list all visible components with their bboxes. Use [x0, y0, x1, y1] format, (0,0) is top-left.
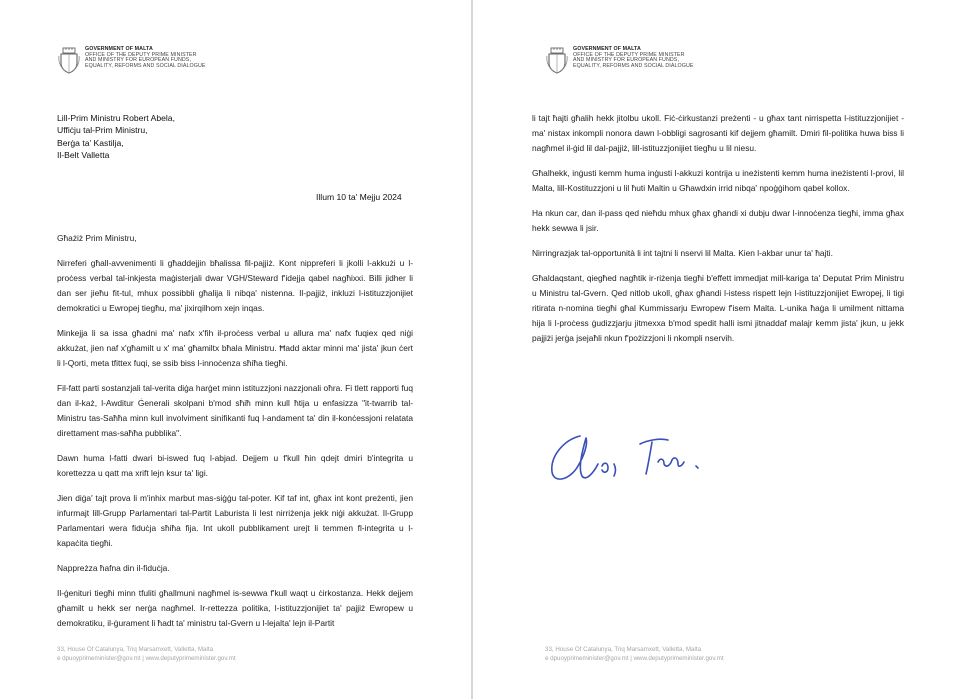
- paragraph: Nirringrazjak tal-opportunità li int tajtni li nservi lil Malta. Kien l-akbar unur ta' ħajti.: [532, 248, 833, 258]
- org-line-3: AND MINISTRY FOR EUROPEAN FUNDS,: [573, 57, 680, 64]
- paragraph: Il-ġenituri tiegħi minn tfuliti għallmuni nagħmel is-sewwa f'kull waqt u ċirkostanza. Hekk dejjem għamilt u hekk ser nerġa nagħmel. Ir-rettezza politika, l-istituzzjonijiet ta' pajjiż Ewropew u demokratiku, il-ġurament li ħadt ta' ministru tal-Gvern u l-lejalta' lejn il-Partit: [57, 588, 413, 628]
- org-name: GOVERNMENT OF MALTA: [85, 46, 153, 52]
- paragraph: Nirreferi għall-avvenimenti li għaddejjin bħalissa fil-pajjiż. Kont nippreferi li jkolli l-akkużi u l-proċess verbal tal-inkjesta maġisterjali dwar VGH/Steward f'idejja qabel nagħixxi. Billi jidher li dan ser jieħu fit-tul, mhux possibbli għalija li nibqa' nistenna. Il-pajjiż, inkluzi l-istituzzjonijiet demokratici u Ewropej tiegħu, ma' jixirqilhom xejn inqas.: [57, 258, 413, 313]
- recipient-address: [57, 112, 175, 162]
- footer-contact: e dpuoyprimeminister@gov.mt | www.deputyprimeminister.gov.mt: [57, 654, 236, 662]
- recipient-line-1: Lill-Prim Ministru Robert Abela,: [57, 113, 175, 123]
- coat-of-arms-icon: [546, 47, 568, 74]
- recipient-line-2: Uffiċju tal-Prim Ministru,: [57, 125, 148, 136]
- footer-address: 33, House Of Catalunya, Triq Marsamxett, Valletta, Malta: [545, 646, 702, 653]
- coat-of-arms-icon: [58, 47, 80, 74]
- letter-page-2: [474, 0, 959, 699]
- org-line-4: EQUALITY, REFORMS AND SOCIAL DIALOGUE: [573, 62, 694, 69]
- letterhead: [58, 47, 206, 74]
- paragraph: Għalhekk, inġusti kemm huma inġusti l-akkuzi kontrija u ineżistenti kemm huma ineżistenti l-provi, lil Malta, lill-Kostituzzjoni u lil ħuti Maltin u Għawdxin irrid nibqa' npoġġihom qabel kollox.: [532, 168, 904, 193]
- recipient-line-4: Il-Belt Valletta: [57, 150, 110, 161]
- letter-body-page-1: [57, 231, 413, 641]
- letter-date: Illum 10 ta' Mejju 2024: [316, 192, 402, 202]
- paragraph: Jien diġa' tajt prova li m'inhix marbut mas-siġġu tal-poter. Kif taf int, għax int kont preżenti, jien infurmajt lill-Grupp Parlamentari tal-Partit Laburista li lest nirriżenja jekk niġi akkużat. Il-Grupp Parlamentari wera fiduċja sħiħa fija. Int ukoll pubblikament urejt li temmen fl-integrita u l-kapaċita tiegħi.: [57, 493, 413, 548]
- paragraph: li tajt ħajti għalih hekk jitolbu ukoll. Fiċ-ċirkustanzi preżenti - u għax tant nirrispetta l-istituzzjonijiet - ma' nistax inkompli nonora dawn l-obbligi sagrosanti kif dejjem għamilt. Dmiri fil-politika huwa biss li nagħmel il-ġid lil dal-pajjiż, lill-istituzzjonijiet tiegħu u lil niesu.: [532, 113, 904, 153]
- letter-footer: [545, 646, 724, 663]
- page-divider: [471, 0, 473, 699]
- paragraph: Nappreżza ħafna din il-fiduċja.: [57, 563, 170, 573]
- paragraph: Ha nkun car, dan il-pass qed nieħdu mhux għax għandi xi dubju dwar l-innoċenza tiegħi, imma għax hekk sewwa li jsir.: [532, 208, 904, 233]
- letterhead: [546, 47, 694, 74]
- letter-footer: [57, 646, 236, 663]
- letter-page-1: [0, 0, 470, 699]
- recipient-line-3: Berġa ta' Kastilja,: [57, 137, 124, 148]
- org-line-3: AND MINISTRY FOR EUROPEAN FUNDS,: [85, 57, 192, 64]
- paragraph: Għaldaqstant, qiegħed nagħtik ir-riżenja tiegħi b'effett immedjat mill-kariga ta' Deputat Prim Ministru u Ministru tal-Gvern. Qed nitlob ukoll, għax għandi l-istess rispett lejn l-istituzzjonijiet Ewropej, li tigi ritirata n-nomina tiegħi għal Kummissarju Ewropew f'isem Malta. L-unika ħaġa li umilment nittama hija li l-proċess ġudizzjarju jitmexxa b'mod spedit halli ismi jitnaddaf malajr kemm jista' jkun, u jekk pajjiżi jerġa jsejaħli nkun f'pożizzjoni li nkompli nservih.: [532, 273, 904, 343]
- footer-address: 33, House Of Catalunya, Triq Marsamxett, Valletta, Malta: [57, 646, 214, 653]
- org-name: GOVERNMENT OF MALTA: [573, 46, 641, 52]
- salutation: Għażiż Prim Ministru,: [57, 233, 137, 243]
- org-line-2: OFFICE OF THE DEPUTY PRIME MINISTER: [573, 51, 685, 58]
- org-line-2: OFFICE OF THE DEPUTY PRIME MINISTER: [85, 51, 197, 58]
- paragraph: Minkejja li sa issa għadni ma' nafx x'fih il-proċess verbal u allura ma' nafx fuqiex qed niġi akkużat, jien naf x'għamilt u x' ma' għamiltx bħala Ministru. Ħadd aktar minni ma' jista' jkun ċert li l-Qorti, meta tfittex fuqi, se ssib biss l-innoċenza sħiħa tiegħi.: [57, 328, 413, 368]
- paragraph: Dawn huma l-fatti dwari bi-iswed fuq l-abjad. Dejjem u f'kull ħin qdejt dmiri b'integrita u korettezza u qatt ma xrift lejn ksur ta' ligi.: [57, 453, 413, 478]
- letter-body-page-2: [532, 111, 904, 356]
- org-line-4: EQUALITY, REFORMS AND SOCIAL DIALOGUE: [85, 62, 206, 69]
- handwritten-signature: [544, 422, 724, 492]
- paragraph: Fil-fatt parti sostanzjali tal-verita diġa harġet minn istituzzjoni nazzjonali oħra. Fi tlett rapporti fuq dan il-każ, l-Awditur Ġenerali skolpani b'mod sħiħ minn kull ħtija u enfasizza "it-twarrib tal-Ministru tas-Saħħa minn kull involviment sinifikanti fuq l-andament ta' din il-konċessjoni relatata direttament mas-saħħa pubblika".: [57, 383, 413, 438]
- footer-contact: e dpuoyprimeminister@gov.mt | www.deputyprimeminister.gov.mt: [545, 654, 724, 662]
